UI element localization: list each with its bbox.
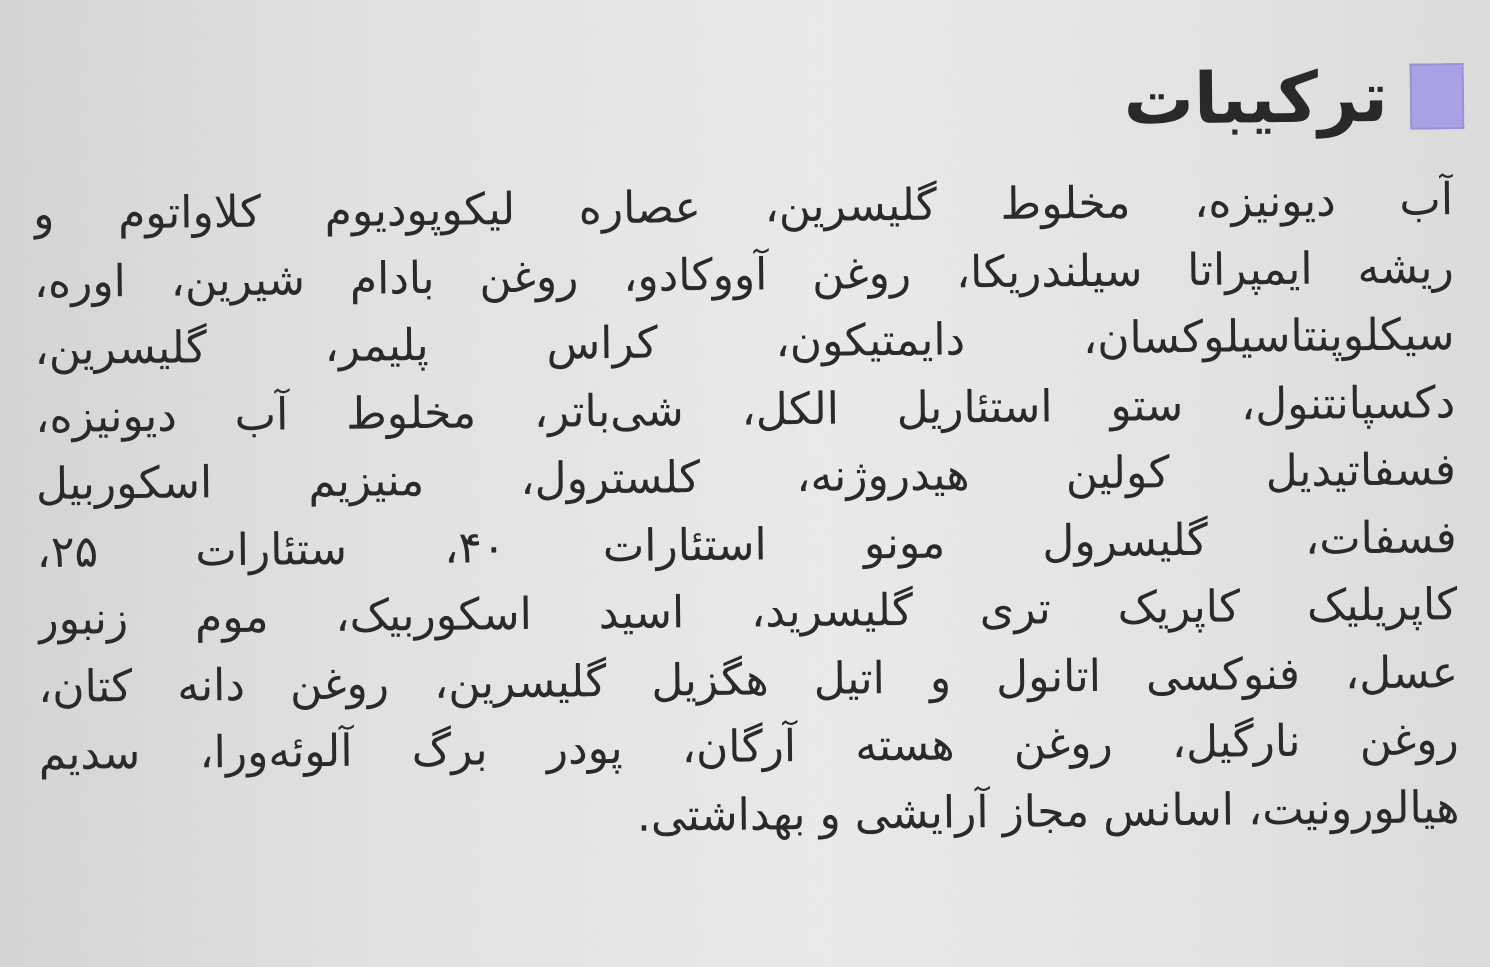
ingredients-line: سیکلوپنتاسیلوکسان، دایمتیکون، کراس پلیمر، گلیسرین،	[34, 309, 1455, 376]
section-heading	[1123, 54, 1464, 142]
ingredients-line: هیالورونیت، اسانس مجاز آرایشی و بهداشتی.	[636, 781, 1460, 842]
heading-square-marker	[1410, 63, 1465, 130]
ingredients-list	[33, 166, 1460, 856]
ingredients-line: عسل، فنوکسی اتانول و اتیل هگزیل گلیسرین، روغن دانه کتان،	[37, 646, 1459, 713]
ingredients-title: ترکیبات	[1123, 55, 1389, 141]
ingredients-line: آب دیونیزه، مخلوط گلیسرین، عصاره لیکوپودیوم کلاواتوم و	[32, 174, 1454, 241]
ingredients-line: کاپریلیک کاپریک تری گلیسرید، اسید اسکوربیک، موم زنبور	[37, 579, 1458, 646]
ingredients-line: فسفات، گلیسرول مونو استئارات ۴۰، ستئارات ۲۵،	[36, 511, 1457, 578]
ingredients-line: ریشه ایمپراتا سیلندریکا، روغن آووکادو، روغن بادام شیرین، اوره،	[33, 241, 1455, 308]
ingredients-line: فسفاتیدیل کولین هیدروژنه، کلسترول، منیزیم اسکوربیل	[35, 444, 1457, 511]
ingredients-line: دکسپانتنول، ستو استئاریل الکل، شی‌باتر، مخلوط آب دیونیزه،	[34, 376, 1456, 443]
ingredients-line: روغن نارگیل، روغن هسته آرگان، پودر برگ آلوئه‌ورا، سدیم	[38, 714, 1459, 781]
